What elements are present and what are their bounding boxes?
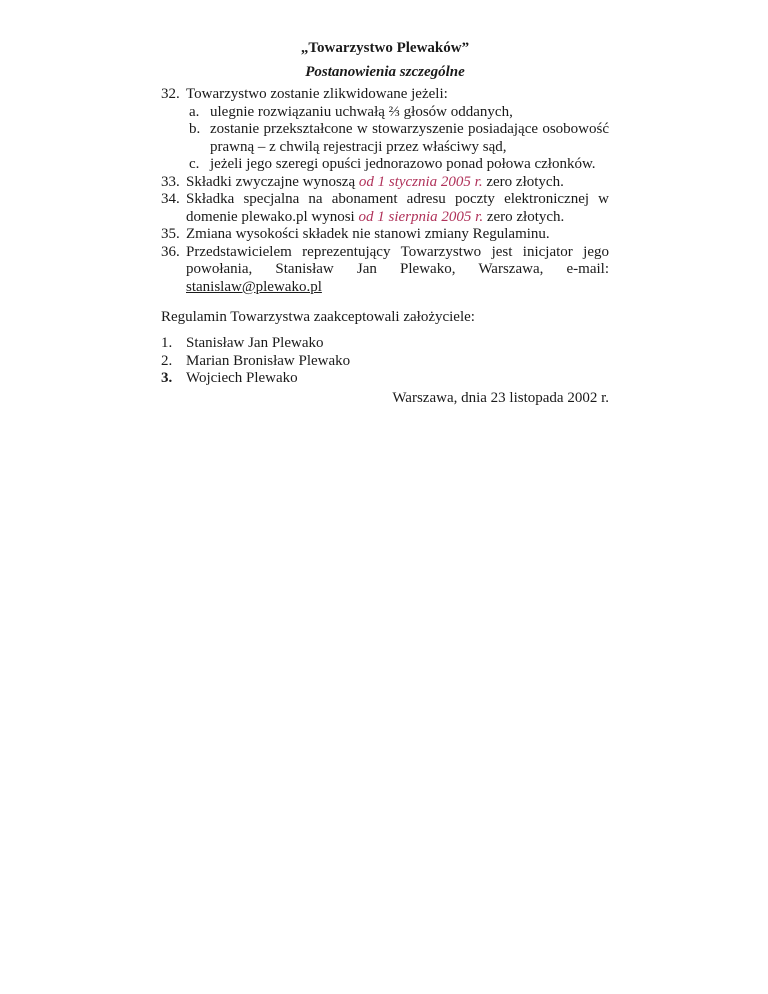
subitem-letter: c. [189,156,200,172]
founder-number: 3. [161,370,173,386]
section-heading: Postanowienia szczególne [305,64,465,80]
article-number: 34. [161,191,180,207]
founder-name: Wojciech Plewako [186,370,298,386]
article-36 [161,244,609,297]
founder-number: 2. [161,352,173,369]
article-32 [161,86,609,174]
article-text: Składki zwyczajne wynoszą [186,173,359,190]
article-text: Przedstawicielem reprezentujący Towarzystwo jest inicjator jego powołania, Stanisław Jan Plewako, Warszawa, e-mail: [186,243,609,277]
effective-date: od 1 sierpnia 2005 r. [358,208,484,225]
article-34 [161,191,609,226]
article-text: Zmiana wysokości składek nie stanowi zmiany Regulaminu. [186,226,550,242]
article-text-end: zero złotych. [482,173,564,190]
subitem-letter: a. [189,103,200,120]
founder-item [161,370,609,388]
article-number: 32. [161,86,180,102]
article-text: Towarzystwo zostanie zlikwidowane jeżeli: [186,86,448,102]
articles-list [161,86,609,296]
article-35 [161,226,609,244]
place-and-date: Warszawa, dnia 23 listopada 2002 r. [392,389,609,406]
founder-name: Marian Bronisław Plewako [186,352,351,369]
document-title: „Towarzystwo Plewaków” [300,40,470,56]
article-text: Składka specjalna na abonament adresu poczty elektronicznej w domenie plewako.pl wynosi [186,191,609,225]
article-number: 35. [161,226,180,242]
founders-intro: Regulamin Towarzystwa zaakceptowali założyciele: [161,309,475,325]
subitem-text: zostanie przekształcone w stowarzyszenie posiadające osobowość prawną – z chwilą rejestracji przez właściwy sąd, [210,121,609,155]
subitem-b [186,121,609,156]
founder-item [161,353,609,371]
article-text-end: zero złotych. [483,208,565,225]
article-number: 36. [161,243,180,260]
article-subitems [186,104,609,174]
subitem-text: ulegnie rozwiązaniu uchwałą ⅔ głosów oddanych, [210,103,513,120]
founders-list [161,335,609,388]
founder-name: Stanisław Jan Plewako [186,335,324,351]
effective-date: od 1 stycznia 2005 r. [358,173,483,190]
subitem-a [186,104,609,122]
subitem-letter: b. [189,121,201,137]
subitem-text: jeżeli jego szeregi opuści jednorazowo ponad połowa członków. [210,156,596,172]
email-link[interactable]: stanislaw@plewako.pl [186,278,322,295]
article-33 [161,174,609,192]
founder-number: 1. [161,335,173,351]
subitem-c [186,156,609,174]
article-number: 33. [161,173,180,190]
document-page [161,38,609,407]
founder-item [161,335,609,353]
